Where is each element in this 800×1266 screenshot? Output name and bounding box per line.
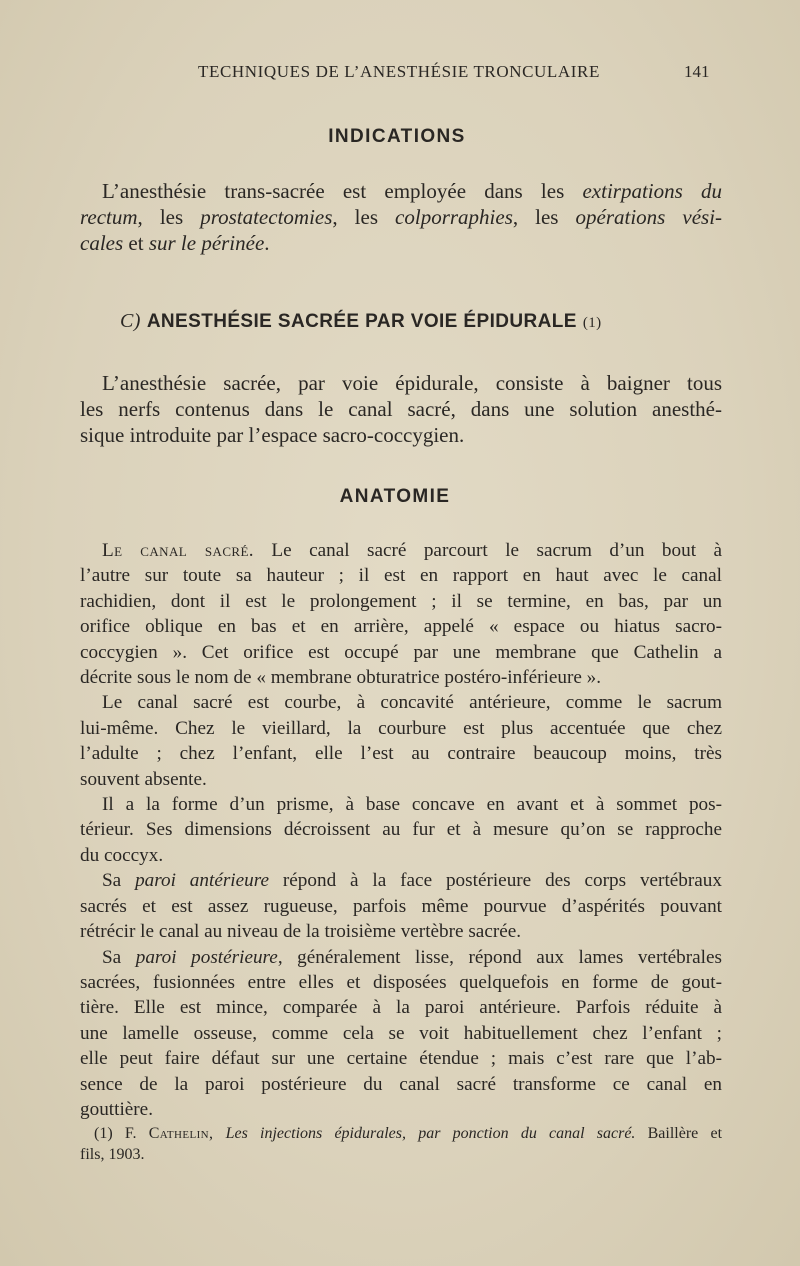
indications-emphasis: rectum [80, 205, 138, 229]
anatomie-line [80, 970, 722, 995]
footnote-line-2: fils, 1903. [80, 1145, 145, 1163]
anatomie-text: décrite sous le nom de « membrane obturatrice postéro-inférieure ». [80, 667, 602, 689]
anatomie-line [80, 919, 722, 944]
indications-line-1 [80, 178, 722, 204]
intro-line: sique introduite par l’espace sacro-coccygien. [80, 423, 465, 447]
indications-emphasis: extirpations du [582, 179, 722, 203]
anatomie-emphasis: paroi postérieure [135, 946, 278, 968]
anatomie-line [80, 690, 722, 715]
anatomie-line [80, 741, 722, 766]
anatomie-emphasis: paroi antérieure [135, 870, 270, 892]
anatomie-text: , généralement lisse, répond aux lames vertébrales [277, 946, 722, 968]
anatomie-text: térieur. Ses dimensions décroissent au fur et à mesure qu’on se rapproche [80, 819, 722, 841]
anatomie-text: souvent absente. [80, 768, 207, 790]
indications-paragraph [80, 178, 722, 256]
indications-text: , les [137, 205, 201, 229]
anatomie-text: Il a la forme d’un prisme, à base concave en avant et à sommet pos- [102, 794, 722, 816]
anatomie-text: l’autre sur toute sa hauteur ; il est en rapport en haut avec le canal [80, 565, 722, 587]
anatomie-line [80, 767, 722, 792]
anatomie-line [80, 1072, 722, 1097]
footnote-reference: (1) [582, 315, 602, 331]
anatomie-line [80, 589, 722, 614]
indications-emphasis: cales [80, 231, 124, 255]
anatomie-text: tière. Elle est mince, comparée à la paroi antérieure. Parfois réduite à [80, 997, 722, 1019]
anatomie-text: l’adulte ; chez l’enfant, elle l’est au contraire beaucoup moins, très [80, 743, 722, 765]
anatomie-line [80, 640, 722, 665]
anatomie-text: une lamelle osseuse, comme cela se voit habituellement chez l’enfant ; [80, 1022, 722, 1044]
indications-text: , les [332, 205, 396, 229]
indications-text: L’anesthésie trans-sacrée est employée dans les [102, 179, 583, 203]
anatomie-lead-in: Le canal sacré. [102, 540, 254, 561]
footnote-title: Les injections épidurales, par ponction du canal sacré. [225, 1125, 636, 1142]
anatomie-body [80, 538, 722, 1122]
anatomie-line [80, 868, 722, 893]
anatomie-line [80, 1021, 722, 1046]
anatomie-text: sacrées, fusionnées entre elles et disposées quelquefois en forme de gout- [80, 971, 722, 993]
anatomie-line [80, 894, 722, 919]
intro-line: les nerfs contenus dans le canal sacré, dans une solution anesthé- [80, 397, 722, 421]
section-letter: C) [120, 310, 141, 332]
anatomie-text: Sa [102, 870, 136, 892]
footnote-line-1 [80, 1124, 722, 1145]
anatomie-text: rachidien, dont il est le prolongement ; il se termine, en bas, par un [80, 590, 722, 612]
anatomie-line [80, 614, 722, 639]
anatomie-line [80, 665, 722, 690]
anatomie-text: répond à la face postérieure des corps vertébraux [269, 870, 722, 892]
anatomie-line [80, 792, 722, 817]
anatomie-text: sacrés et est assez rugueuse, parfois même pourvue d’aspérités pouvant [80, 895, 722, 917]
footnote [80, 1124, 722, 1165]
anatomie-line [80, 563, 722, 588]
anatomie-line [80, 817, 722, 842]
anatomie-text: orifice oblique en bas et en arrière, appelé « espace ou hiatus sacro- [80, 616, 722, 638]
footnote-author: Cathelin, [148, 1125, 214, 1142]
anatomie-line [80, 538, 722, 563]
section-c-heading [120, 310, 720, 333]
indications-text: , les [512, 205, 576, 229]
anatomie-text: lui-même. Chez le vieillard, la courbure est plus accentuée que chez [80, 717, 722, 739]
anatomie-line [80, 1097, 722, 1122]
anatomie-line [80, 716, 722, 741]
anatomie-text: coccygien ». Cet orifice est occupé par une membrane que Cathelin a [80, 641, 722, 663]
anatomie-text: Le canal sacré est courbe, à concavité antérieure, comme le sacrum [102, 692, 722, 714]
anatomie-line [80, 843, 722, 868]
anatomie-text: Sa [102, 946, 136, 968]
indications-emphasis: colporraphies [395, 205, 513, 229]
anatomie-text: rétrécir le canal au niveau de la troisième vertèbre sacrée. [80, 921, 522, 943]
footnote-publisher: Baillère et [635, 1125, 723, 1142]
intro-line: L’anesthésie sacrée, par voie épidurale, consiste à baigner tous [102, 371, 722, 395]
heading-anatomie: ANATOMIE [339, 486, 451, 507]
indications-emphasis: opérations vési- [575, 205, 723, 229]
heading-indications: INDICATIONS [328, 126, 466, 147]
intro-paragraph [80, 370, 722, 448]
page-number: 141 [684, 62, 710, 81]
indications-emphasis: sur le périnée [148, 231, 265, 255]
indications-emphasis: prostatectomies [200, 205, 333, 229]
anatomie-text: sence de la paroi postérieure du canal sacré transforme ce canal en [80, 1073, 722, 1095]
anatomie-text: du coccyx. [80, 844, 164, 866]
indications-line-2 [80, 204, 722, 230]
anatomie-line [80, 945, 722, 970]
running-title: TECHNIQUES DE L’ANESTHÉSIE TRONCULAIRE [198, 62, 600, 81]
anatomie-text: gouttière. [80, 1098, 153, 1120]
indications-line-3 [80, 230, 722, 256]
anatomie-line [80, 995, 722, 1020]
indications-text: . [264, 231, 270, 255]
running-head [0, 62, 800, 86]
anatomie-text: Le canal sacré parcourt le sacrum d’un bout à [254, 540, 722, 561]
anatomie-line [80, 1046, 722, 1071]
section-title: ANESTHÉSIE SACRÉE PAR VOIE ÉPIDURALE [146, 311, 577, 332]
indications-text: et [123, 231, 149, 255]
footnote-marker: (1) F. [94, 1125, 137, 1142]
anatomie-text: elle peut faire défaut sur une certaine étendue ; mais c’est rare que l’ab- [80, 1048, 722, 1070]
